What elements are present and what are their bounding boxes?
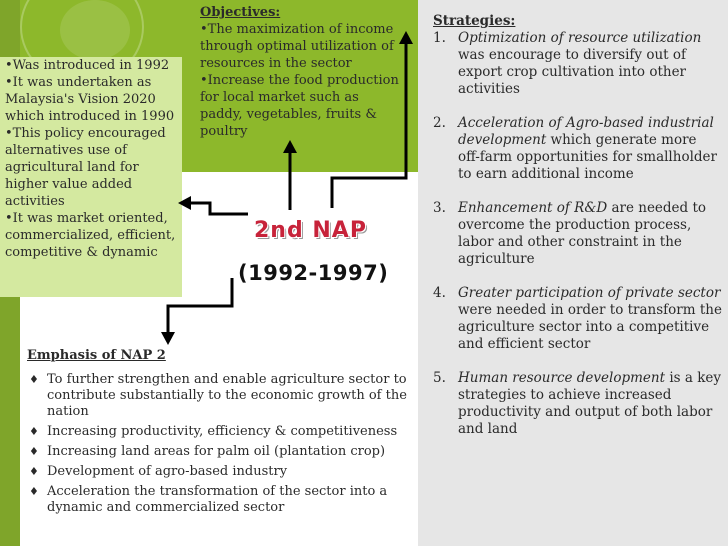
introduction-box [0, 57, 182, 297]
objectives-line: resources in the sector [200, 56, 352, 71]
objectives-line: through optimal utilization of [200, 39, 394, 54]
strategy-item [430, 370, 722, 438]
strategy-number: 1. [433, 30, 446, 46]
intro-line: alternatives use of [5, 143, 127, 158]
intro-line: •Was introduced in 1992 [5, 58, 170, 73]
emphasis-text: Development of agro-based industry [47, 464, 288, 479]
diamond-bullet-icon: ♦ [29, 465, 39, 478]
strategy-emphasis: Enhancement of R&D [458, 200, 608, 216]
emphasis-text: To further strengthen and enable agriculture sector to contribute substantially to the economic growth of the nation [47, 372, 407, 419]
emphasis-item [27, 464, 412, 480]
emphasis-item [27, 372, 412, 420]
diamond-bullet-icon: ♦ [29, 485, 39, 498]
strategy-item [430, 30, 722, 98]
strategy-number: 2. [433, 115, 446, 131]
emphasis-block [27, 348, 412, 520]
strategy-number: 3. [433, 200, 446, 216]
strategy-text: is a key strategies to achieve increased productivity and output of both labor and land [458, 370, 722, 437]
strategies-block [430, 13, 722, 455]
strategy-emphasis: Greater participation of private sector [458, 285, 721, 301]
strategy-item [430, 115, 722, 183]
diamond-bullet-icon: ♦ [29, 373, 39, 386]
strategy-number: 5. [433, 370, 446, 386]
strategy-text: was encourage to diversify out of export crop cultivation into other activities [458, 47, 687, 97]
intro-line: •It was market oriented, [5, 211, 168, 226]
objectives-line: •The maximization of income [200, 22, 394, 37]
strategy-text: are needed to overcome the production process, labor and other constraint in the agriculture [458, 200, 707, 267]
strategy-item [430, 285, 722, 353]
strategy-emphasis: Human resource development [458, 370, 666, 386]
intro-line: commercialized, efficient, [5, 228, 176, 243]
intro-line: competitive & dynamic [5, 245, 158, 260]
intro-line: higher value added [5, 177, 133, 192]
objectives-block [200, 4, 410, 140]
emphasis-text: Increasing productivity, efficiency & competitiveness [47, 424, 398, 439]
intro-line: which introduced in 1990 [5, 109, 175, 124]
intro-line: •It was undertaken as [5, 75, 152, 90]
strategy-text: which generate more off-farm opportunities for smallholder to earn additional income [458, 132, 717, 182]
emphasis-item [27, 424, 412, 440]
nap-years: (1992-1997) [238, 261, 389, 285]
emphasis-heading: Emphasis of NAP 2 [27, 348, 166, 363]
intro-line: Malaysia's Vision 2020 [5, 92, 156, 107]
intro-line: agricultural land for [5, 160, 139, 175]
strategies-heading: Strategies: [433, 13, 516, 29]
objectives-line: paddy, vegetables, fruits & [200, 107, 377, 122]
arrow-to-introduction [190, 203, 248, 214]
intro-line: •This policy encouraged [5, 126, 166, 141]
objectives-line: poultry [200, 124, 248, 139]
objectives-line: for local market such as [200, 90, 359, 105]
strategy-number: 4. [433, 285, 446, 301]
nap-title: 2nd NAP [254, 218, 367, 243]
strategy-emphasis: Optimization of resource utilization [458, 30, 702, 46]
emphasis-item [27, 444, 412, 460]
strategy-emphasis: Acceleration of Agro-based industrial development [458, 115, 714, 148]
emphasis-text: Acceleration the transformation of the sector into a dynamic and commercialized sector [47, 484, 388, 515]
emphasis-item [27, 484, 412, 516]
diamond-bullet-icon: ♦ [29, 445, 39, 458]
objectives-heading: Objectives: [200, 5, 281, 20]
objectives-line: •Increase the food production [200, 73, 399, 88]
strategy-item [430, 200, 722, 268]
decorative-circle-small [60, 0, 130, 60]
strategy-text: were needed in order to transform the agriculture sector into a competitive and efficient sector [458, 302, 722, 352]
diamond-bullet-icon: ♦ [29, 425, 39, 438]
intro-line: activities [5, 194, 65, 209]
emphasis-text: Increasing land areas for palm oil (plantation crop) [47, 444, 386, 459]
